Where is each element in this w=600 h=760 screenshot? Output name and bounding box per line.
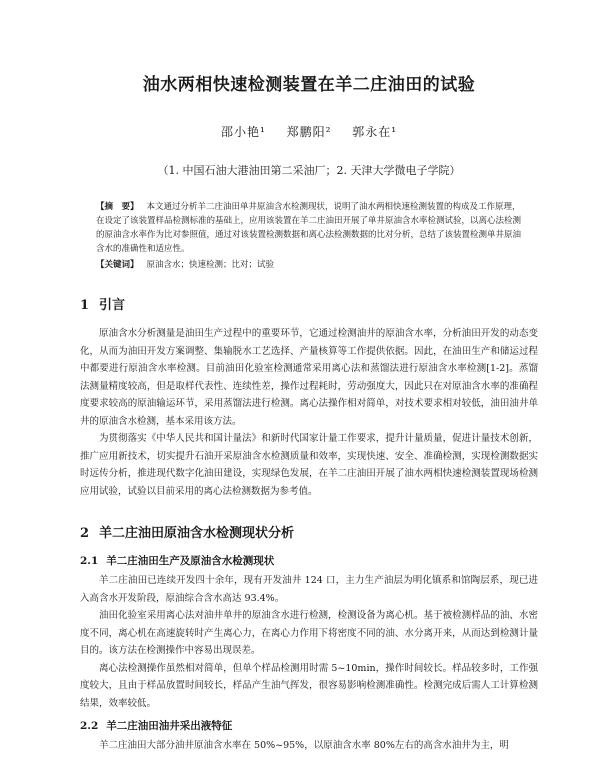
abstract-text-block xyxy=(96,200,528,256)
keywords-text: 原油含水；快速检测；比对；试验 xyxy=(146,260,275,270)
affiliation: （1. 中国石油大港油田第二采油厂；2. 天津大学微电子学院） xyxy=(157,164,461,177)
section-2-number: 2 xyxy=(80,526,90,541)
subsection-2-1-number: 2.1 xyxy=(80,555,99,567)
keywords-label: 【关键词】 xyxy=(96,260,139,270)
author-3: 郭永在¹ xyxy=(352,125,398,139)
subsection-2-2-paragraph-1: 羊二庄油田大部分油井原油含水率在 50%~95%，以原油含水率 80%左右的高含水油井为主，明 xyxy=(99,740,509,751)
author-2: 郑鹏阳² xyxy=(286,125,332,139)
subsection-2-1-paragraph-3: 离心法检测操作虽然相对简单，但单个样品检测用时需 5~10min，操作时间较长。样品较多时，工作强度较大，且由于样品放置时间较长，样品产生油气挥发，很容易影响检测准确性。检测完成后需人工计算检测结果，效率较低。 xyxy=(80,662,538,709)
author-list xyxy=(80,123,538,140)
subsection-2-2-title: 羊二庄油田油井采出液特征 xyxy=(106,720,233,732)
section-1-paragraph-2: 为贯彻落实《中华人民共和国计量法》和新时代国家计量工作要求，提升计量质量，促进计量技术创新，推广应用新技术，切实提升石油开采原油含水检测质量和效率，实现快速、安全、准确检测，实现检测数据实时远传分析，推进现代数字化油田建设，实现绿色发展，在羊二庄油田开展了油水两相快速检测装置现场检测应用试验，试验以目前采用的离心法检测数据为参考值。 xyxy=(80,433,538,497)
section-1-number: 1 xyxy=(80,298,90,313)
section-1-heading xyxy=(80,294,538,313)
subsection-2-2-heading xyxy=(80,718,538,733)
subsection-2-1-paragraph-1: 羊二庄油田已连续开发四十余年，现有开发油井 124 口，主力生产油层为明化镇系和馆陶层系，现已进入高含水开发阶段，原油综合含水高达 93.4%。 xyxy=(80,575,538,604)
section-2-heading xyxy=(80,522,538,541)
subsection-2-2-number: 2.2 xyxy=(80,720,99,732)
section-1-paragraph-1: 原油含水分析测量是油田生产过程中的重要环节，它通过检测油井的原油含水率，分析油田开发的动态变化，从而为油田开发方案调整、集输脱水工艺选择、产量核算等工作提供依据。因此，在油田生产和储运过程中都要进行原油含水率检测。目前油田化验室检测通常采用离心法和蒸馏法进行原油含水率检测[1-2]。蒸馏法测量精度较高，但是取样代表性、连续性差，操作过程耗时，劳动强度大，因此只在对原油含水率的准确程度要求较高的原油输运环节，采用蒸馏法进行检测。离心法操作相对简单，对技术要求相对较低，油田油井单井的原油含水检测，基本采用该方法。 xyxy=(80,328,538,427)
section-1-title: 引言 xyxy=(99,298,126,313)
subsection-2-1-title: 羊二庄油田生产及原油含水检测现状 xyxy=(106,555,275,567)
subsection-2-1-paragraph-2: 油田化验室采用离心法对油井单井的原油含水进行检测，检测设备为离心机。基于被检测样品的油、水密度不同，离心机在高速旋转时产生离心力，在离心力作用下将密度不同的油、水分离开来，从而达到检测计量目的。该方法在检测操作中容易出现误差。 xyxy=(80,610,538,656)
abstract-block xyxy=(80,200,538,272)
keywords-line xyxy=(96,258,528,272)
section-2-title: 羊二庄油田原油含水检测现状分析 xyxy=(99,526,295,541)
abstract-label: 【摘 要】 xyxy=(96,202,139,212)
author-1: 邵小艳¹ xyxy=(220,125,266,139)
abstract-text: 本文通过分析羊二庄油田单井原油含水检测现状，说明了油水两相快速检测装置的构成及工作原理，在设定了该装置样品检测标准的基础上，应用该装置在羊二庄油田开展了单井原油含水率检测试验，以离心法检测的原油含水率作为比对参照值，通过对该装置检测数据和离心法检测数据的比对分析，总结了该装置检测单井原油含水的准确性和适应性。 xyxy=(96,202,522,254)
subsection-2-1-heading xyxy=(80,553,538,568)
paper-title: 油水两相快速检测装置在羊二庄油田的试验 xyxy=(142,75,476,95)
